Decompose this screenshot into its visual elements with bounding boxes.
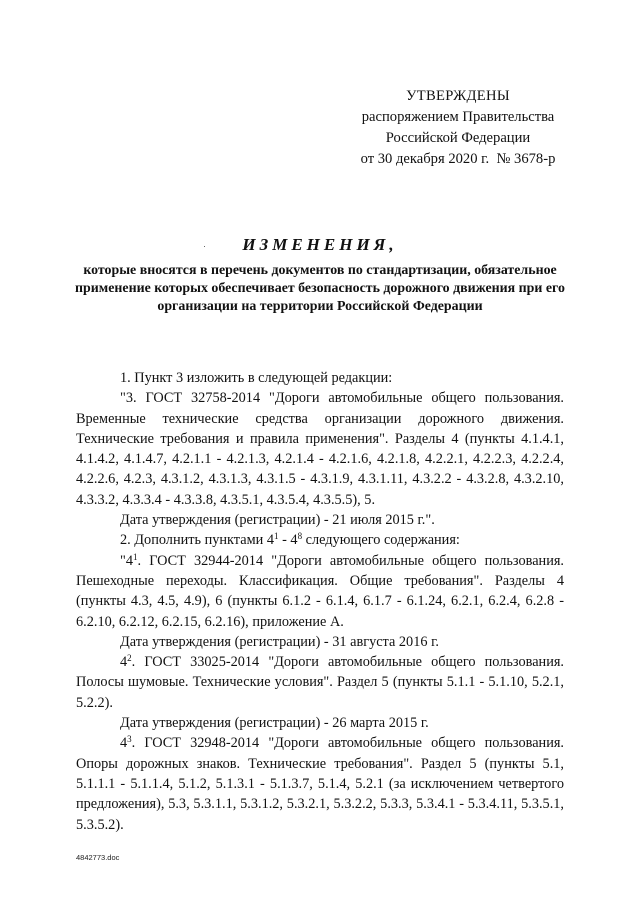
p42-sup: 2 xyxy=(127,653,132,664)
item1-intro: 1. Пункт 3 изложить в следующей редакции: xyxy=(120,370,393,386)
item2-intro-b: - 4 xyxy=(278,532,298,549)
footer-filename: 4842773.doc xyxy=(76,853,120,862)
paragraph-4-1-date: Дата утверждения (регистрации) - 31 августа 2016 г. xyxy=(120,633,439,650)
item2-intro-sup1: 1 xyxy=(274,531,279,542)
p43-sup: 3 xyxy=(127,734,132,745)
p41-open: "4 xyxy=(120,552,133,569)
item2-intro-sup2: 8 xyxy=(297,531,303,542)
item1-date: Дата утверждения (регистрации) - 21 июля 2015 г.". xyxy=(120,512,435,529)
p42-num: 4 xyxy=(120,654,128,671)
document-subtitle: которые вносятся в перечень документов по стандартизации, обязательное применение которых обеспечивает безопасность дорожного движения при его организации на территории Российской Федерации xyxy=(75,263,565,314)
p43-text: . ГОСТ 32948-2014 "Дороги автомобильные общего пользования. Опоры дорожных знаков. Технические требования". Раздел 5 (пункты 5.1, 5.1.1.1 - 5.1.1.4, 5.1.2, 5.1.3.1 - 5.1.3.7, 5.1.4, 5.2.1 (за исключением четвертого предложения), 5.3, 5.3.1.1, 5.3.1.2, 5.3.2.1, 5.3.2.2, 5.3.3, 5.3.4.1 - 5.3.4.11, 5.3.5.1, 5.3.5.2). xyxy=(76,735,564,833)
approval-line-government: Российской Федерации xyxy=(385,130,531,146)
item2-intro-c: следующего содержания: xyxy=(302,532,460,549)
approval-heading: УТВЕРЖДЕНЫ xyxy=(406,88,510,104)
paragraph-4-2-date: Дата утверждения (регистрации) - 26 марта 2015 г. xyxy=(120,715,429,732)
approval-block xyxy=(330,86,586,170)
paragraph-4-1 xyxy=(76,551,564,632)
approval-line-order: распоряжением Правительства xyxy=(361,109,555,125)
document-title: ИЗМЕНЕНИЯ, xyxy=(242,235,398,254)
approval-line-date: от 30 декабря 2020 г. № 3678-р xyxy=(360,151,556,167)
p41-text: . ГОСТ 32944-2014 "Дороги автомобильные общего пользования. Пешеходные переходы. Классификация. Общие требования". Разделы 4 (пункты 4.3, 4.5, 4.9), 6 (пункты 6.1.2 - 6.1.4, 6.1.7 - 6.1.24, 6.2.1, 6.2.4, 6.2.8 - 6.2.10, 6.2.12, 6.2.15, 6.2.16), приложение А. xyxy=(76,552,564,630)
p43-num: 4 xyxy=(120,735,128,752)
p42-text: . ГОСТ 33025-2014 "Дороги автомобильные общего пользования. Полосы шумовые. Технические условия". Раздел 5 (пункты 5.1.1 - 5.1.10, 5.2.1, 5.2.2). xyxy=(76,654,564,711)
item2-intro-a: 2. Дополнить пунктами 4 xyxy=(120,532,274,549)
document-body xyxy=(76,368,564,835)
p41-sup: 1 xyxy=(133,551,138,562)
item1-text: "3. ГОСТ 32758-2014 "Дороги автомобильные общего пользования. Временные технические средства организации дорожного движения. Технические требования и правила применения". Разделы 4 (пункты 4.1.4.1, 4.1.4.2, 4.1.4.7, 4.2.1.1 - 4.2.1.3, 4.2.1.4 - 4.2.1.6, 4.2.1.8, 4.2.2.1, 4.2.2.3, 4.2.2.4, 4.2.2.6, 4.2.3, 4.3.1.2, 4.3.1.3, 4.3.1.5 - 4.3.1.9, 4.3.1.11, 4.3.2.2 - 4.3.2.8, 4.3.2.10, 4.3.3.2, 4.3.3.4 - 4.3.3.8, 4.3.5.1, 4.3.5.4, 4.3.5.5), 5. xyxy=(76,390,564,508)
paragraph-4-2 xyxy=(76,652,564,713)
paragraph-4-3 xyxy=(76,733,564,834)
item2-intro xyxy=(76,530,564,550)
